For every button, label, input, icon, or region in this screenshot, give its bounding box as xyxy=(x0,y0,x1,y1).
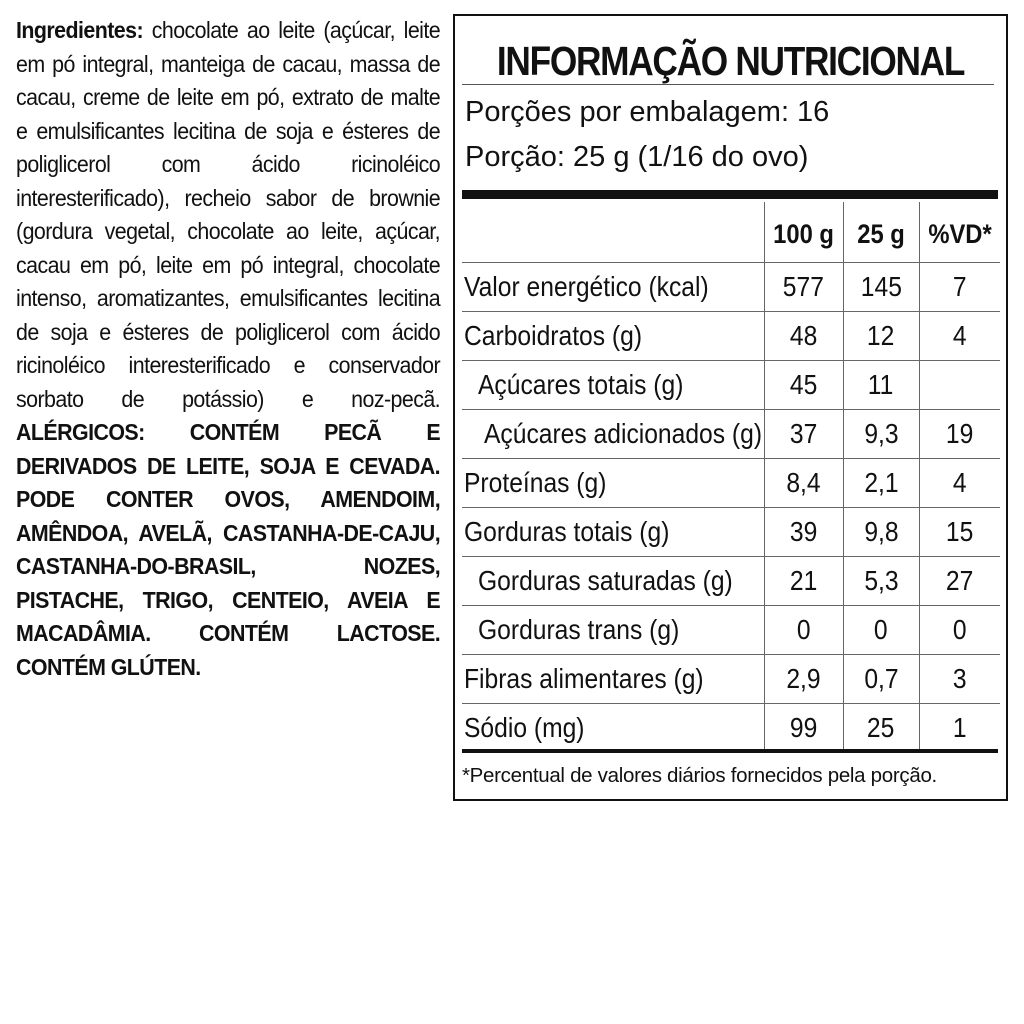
nutrient-name: Açúcares adicionados (g) xyxy=(462,410,764,459)
value-25g: 25 xyxy=(843,704,919,753)
header-100g: 100 g xyxy=(764,202,843,263)
value-vd: 15 xyxy=(919,508,1000,557)
value-vd: 0 xyxy=(919,606,1000,655)
nutrition-facts-panel xyxy=(453,14,1008,801)
bottom-divider xyxy=(462,749,998,753)
value-100g: 45 xyxy=(764,361,843,410)
value-100g: 577 xyxy=(764,263,843,312)
ingredients-list: chocolate ao leite (açúcar, leite em pó integral, manteiga de cacau, massa de cacau, creme de leite em pó, extrato de malte e emulsificantes lecitina de soja e ésteres de poliglicerol com ácido ricinoléico interesterificado), recheio sabor de brownie (gordura vegetal, chocolate ao leite, açúcar, cacau em pó, leite em pó integral, chocolate intenso, aromatizantes, emulsificantes lecitina de soja e ésteres de poliglicerol com ácido ricinoléico interesterificado e conservador sorbato de potássio) e noz-pecã. xyxy=(16,17,441,412)
value-100g: 48 xyxy=(764,312,843,361)
nutrient-name: Fibras alimentares (g) xyxy=(462,655,764,704)
thick-divider xyxy=(462,190,998,199)
value-25g: 9,3 xyxy=(843,410,919,459)
value-25g: 0 xyxy=(843,606,919,655)
table-row xyxy=(462,704,1000,753)
nutrient-name: Gorduras totais (g) xyxy=(462,508,764,557)
nutrient-name: Carboidratos (g) xyxy=(462,312,764,361)
value-25g: 11 xyxy=(843,361,919,410)
value-vd: 7 xyxy=(919,263,1000,312)
value-25g: 2,1 xyxy=(843,459,919,508)
table-row xyxy=(462,557,1000,606)
nutrient-name: Sódio (mg) xyxy=(464,712,585,743)
value-100g: 2,9 xyxy=(764,655,843,704)
value-100g: 21 xyxy=(764,557,843,606)
value-25g: 5,3 xyxy=(843,557,919,606)
value-100g: 99 xyxy=(764,704,843,753)
value-vd: 3 xyxy=(919,655,1000,704)
value-vd: 4 xyxy=(919,459,1000,508)
table-header-row xyxy=(462,202,1000,263)
value-vd xyxy=(919,361,1000,410)
table-row xyxy=(462,606,1000,655)
table-header-blank xyxy=(462,202,764,263)
nutrient-name: Açúcares totais (g) xyxy=(462,361,764,410)
value-vd: 27 xyxy=(919,557,1000,606)
value-100g: 8,4 xyxy=(764,459,843,508)
value-vd: 4 xyxy=(919,312,1000,361)
table-row xyxy=(462,655,1000,704)
portions-per-package: Porções por embalagem: 16 xyxy=(465,96,830,128)
table-row xyxy=(462,410,1000,459)
table-row xyxy=(462,312,1000,361)
header-vd: %VD* xyxy=(919,202,1000,263)
value-100g: 39 xyxy=(764,508,843,557)
value-25g: 145 xyxy=(843,263,919,312)
nutrient-name: Proteínas (g) xyxy=(462,459,764,508)
value-100g: 37 xyxy=(764,410,843,459)
footnote: *Percentual de valores diários fornecidos pela porção. xyxy=(462,764,937,787)
header-25g: 25 g xyxy=(843,202,919,263)
nutrition-table xyxy=(462,202,1000,752)
ingredients-label: Ingredientes: xyxy=(16,17,144,43)
table-row xyxy=(462,459,1000,508)
allergens-statement: ALÉRGICOS: CONTÉM PECÃ E DERIVADOS DE LEITE, SOJA E CEVADA. PODE CONTER OVOS, AMENDOIM, AMÊNDOA, AVELÃ, CASTANHA-DE-CAJU, CASTANHA-DO-BRASIL, NOZES, PISTACHE, TRIGO, CENTEIO, AVEIA E MACADÂMIA. CONTÉM LACTOSE. CONTÉM GLÚTEN. xyxy=(16,419,441,680)
value-vd: 1 xyxy=(919,704,1000,753)
ingredients-text xyxy=(16,14,440,684)
value-100g: 0 xyxy=(764,606,843,655)
nutrient-name: Gorduras saturadas (g) xyxy=(462,557,764,606)
value-25g: 0,7 xyxy=(843,655,919,704)
nutrient-name: Gorduras trans (g) xyxy=(462,606,764,655)
nutrition-title: INFORMAÇÃO NUTRICIONAL xyxy=(496,38,965,84)
table-row xyxy=(462,263,1000,312)
value-vd: 19 xyxy=(919,410,1000,459)
portion-size: Porção: 25 g (1/16 do ovo) xyxy=(465,141,809,173)
table-row xyxy=(462,361,1000,410)
value-25g: 9,8 xyxy=(843,508,919,557)
divider xyxy=(462,84,994,85)
nutrient-name: Valor energético (kcal) xyxy=(462,263,764,312)
table-row xyxy=(462,508,1000,557)
value-25g: 12 xyxy=(843,312,919,361)
